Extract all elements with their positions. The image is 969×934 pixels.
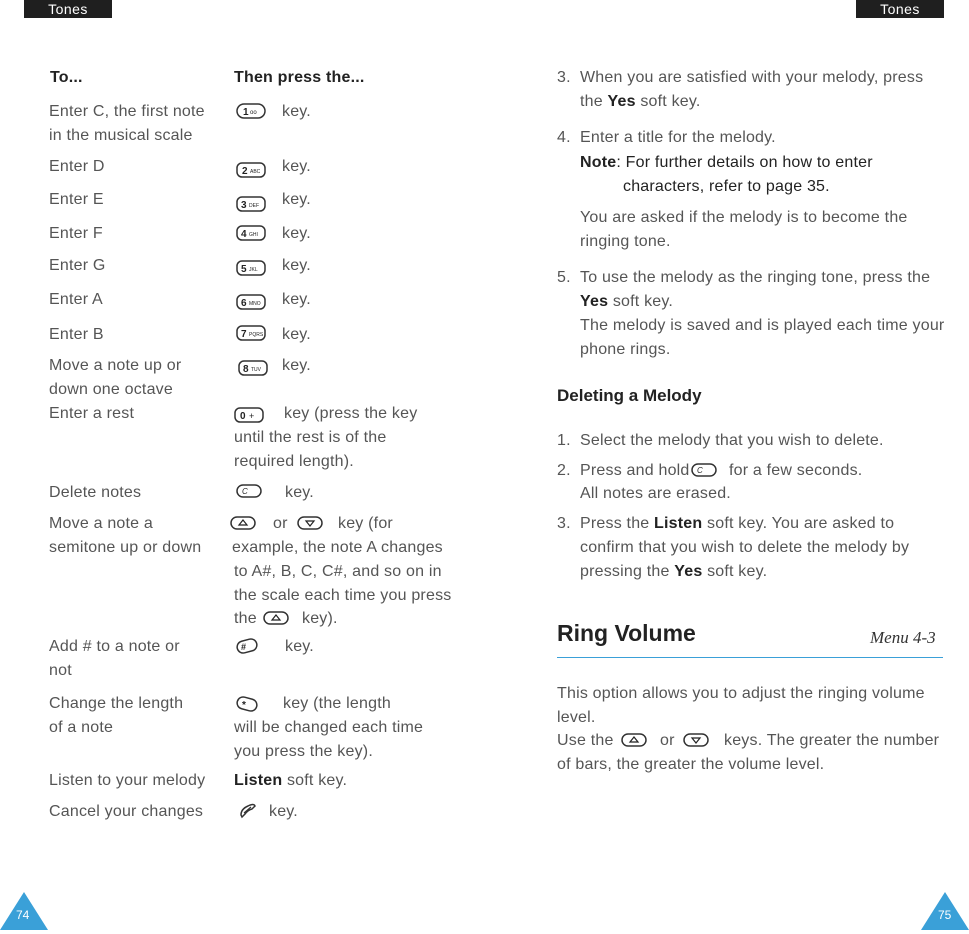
svg-text:C: C: [697, 466, 703, 475]
svg-text:PQRS: PQRS: [249, 332, 264, 338]
svg-text:ABC: ABC: [250, 169, 261, 175]
del-step-2-num: 2.: [557, 462, 571, 479]
row-semitone-key-text: key (for: [338, 515, 393, 532]
svg-text:C: C: [242, 487, 248, 496]
note-line: [580, 151, 873, 175]
step-3-num: 3.: [557, 69, 571, 86]
row-rest-action: Enter a rest: [49, 405, 135, 422]
row-g-key-text: key.: [282, 257, 311, 274]
step-5-text: To use the melody as the ringing tone, press the: [580, 269, 931, 286]
row-b-action: Enter B: [49, 326, 104, 343]
row-octave-action-2: down one octave: [49, 381, 173, 398]
row-cancel-action: Cancel your changes: [49, 803, 204, 820]
row-semitone-key-text-4: the scale each time you press: [234, 587, 452, 604]
row-semitone-key-text-5b: key).: [302, 610, 338, 627]
row-rest-key-text-3: required length).: [234, 453, 354, 470]
row-f-key-text: key.: [282, 225, 311, 242]
key-0-icon: [234, 407, 264, 423]
star-key-icon: [236, 696, 260, 712]
listen-softkey-label-2: Listen: [654, 515, 703, 532]
del-step-1-num: 1.: [557, 432, 571, 449]
key-7-icon: [236, 325, 266, 341]
page-number-left: 74: [16, 908, 30, 922]
step-4-text-d: ringing tone.: [580, 233, 671, 250]
row-octave-key-text: key.: [282, 357, 311, 374]
row-semitone-key-text-2: example, the note A changes: [232, 539, 443, 556]
svg-text:3: 3: [241, 200, 247, 211]
svg-text:oo: oo: [250, 110, 257, 116]
del-step-1-text: Select the melody that you wish to delete.: [580, 432, 884, 449]
row-length-action: Change the length: [49, 695, 184, 712]
step-4-text-c: You are asked if the melody is to become the: [580, 209, 908, 226]
del-step-3-c-pre: pressing the: [580, 563, 670, 580]
row-semitone-action: Move a note a: [49, 515, 153, 532]
svg-text:MNO: MNO: [249, 301, 261, 307]
up-key-icon: [230, 516, 256, 530]
step-4-num: 4.: [557, 129, 571, 146]
step-4-text: Enter a title for the melody.: [580, 129, 776, 146]
step-3-text: When you are satisfied with your melody, press: [580, 69, 924, 86]
del-step-3-c: [580, 560, 767, 584]
row-b-key-text: key.: [282, 326, 311, 343]
row-cancel-key-text: key.: [269, 803, 298, 820]
yes-softkey-label-2: Yes: [580, 293, 609, 310]
key-8-icon: [238, 360, 268, 376]
ring-volume-text-3-post: keys. The greater the number: [724, 732, 940, 749]
svg-text:GHI: GHI: [249, 232, 258, 238]
yes-softkey-label: Yes: [607, 93, 636, 110]
hash-key-icon: [236, 638, 260, 654]
row-d-action: Enter D: [49, 158, 105, 175]
ring-volume-text-4: of bars, the greater the volume level.: [557, 756, 825, 773]
row-sharp-action: Add # to a note or: [49, 638, 180, 655]
key-4-icon: [236, 225, 266, 241]
row-semitone-key-text-5a: the: [234, 610, 257, 627]
svg-text:4: 4: [241, 229, 247, 240]
row-c-key-text: key.: [282, 103, 311, 120]
row-length-key-text-3: you press the key).: [234, 743, 373, 760]
step-3-pre: the: [580, 93, 603, 110]
row-c-action: Enter C, the first note: [49, 103, 205, 120]
svg-text:DEF: DEF: [249, 203, 259, 209]
note-line-2: characters, refer to page 35.: [623, 178, 830, 195]
page-number-left-badge: [0, 892, 48, 930]
row-g-action: Enter G: [49, 257, 106, 274]
down-key-icon-2: [683, 733, 709, 747]
key-6-icon: [236, 294, 266, 310]
row-semitone-key-text-3: to A#, B, C, C#, and so on in: [234, 563, 442, 580]
clear-key-icon-2: [691, 463, 717, 477]
svg-text:7: 7: [241, 329, 247, 340]
ring-volume-heading: Ring Volume: [557, 620, 696, 646]
row-delete-action: Delete notes: [49, 484, 142, 501]
svg-text:JKL: JKL: [249, 267, 258, 273]
row-a-key-text: key.: [282, 291, 311, 308]
key-5-icon: [236, 260, 266, 276]
row-length-key-text-2: will be changed each time: [234, 719, 424, 736]
step-5-text-c: The melody is saved and is played each time your: [580, 317, 945, 334]
row-listen-key-text: [234, 769, 347, 793]
del-step-2-b: All notes are erased.: [580, 485, 731, 502]
menu-reference: Menu 4-3: [870, 628, 936, 647]
svg-text:+: +: [249, 411, 255, 421]
svg-text:#: #: [241, 642, 247, 652]
svg-text:8: 8: [243, 364, 249, 375]
row-delete-key-text: key.: [285, 484, 314, 501]
row-length-action-2: of a note: [49, 719, 114, 736]
page-number-right-badge: [921, 892, 969, 930]
row-sharp-action-2: not: [49, 662, 72, 679]
yes-softkey-label-3: Yes: [674, 563, 703, 580]
svg-text:*: *: [242, 700, 246, 711]
del-step-3-num: 3.: [557, 515, 571, 532]
page-number-right: 75: [938, 908, 952, 922]
note-text: : For further details on how to enter: [616, 154, 873, 171]
end-key-icon: [238, 801, 258, 821]
col-header-to: To...: [50, 69, 83, 86]
header-tab-right: Tones: [856, 0, 944, 18]
note-label: Note: [580, 154, 617, 171]
clear-key-icon: [236, 484, 262, 498]
deleting-melody-heading: Deleting a Melody: [557, 386, 702, 405]
del-step-3-text: [580, 512, 894, 536]
row-e-key-text: key.: [282, 191, 311, 208]
row-f-action: Enter F: [49, 225, 103, 242]
ring-volume-text-3-pre: Use the: [557, 732, 614, 749]
del-step-2-pre: Press and hold: [580, 462, 690, 479]
step-3-post: soft key.: [640, 93, 701, 110]
col-header-then: Then press the...: [234, 69, 365, 86]
svg-text:2: 2: [242, 166, 248, 177]
row-rest-key-text-2: until the rest is of the: [234, 429, 387, 446]
step-3-text-2: [580, 90, 701, 114]
del-step-3-post: soft key. You are asked to: [707, 515, 895, 532]
svg-text:1: 1: [243, 107, 249, 118]
key-2-icon: [236, 162, 266, 178]
del-step-3-pre: Press the: [580, 515, 650, 532]
row-semitone-action-2: semitone up or down: [49, 539, 202, 556]
ring-volume-text: This option allows you to adjust the ringing volume: [557, 685, 925, 702]
step-5-text-2: [580, 290, 673, 314]
row-e-action: Enter E: [49, 191, 104, 208]
svg-text:5: 5: [241, 264, 247, 275]
svg-text:6: 6: [241, 298, 247, 309]
row-d-key-text: key.: [282, 158, 311, 175]
svg-text:TUV: TUV: [251, 367, 261, 373]
row-sharp-key-text: key.: [285, 638, 314, 655]
section-rule: [557, 657, 943, 658]
svg-text:0: 0: [240, 411, 246, 422]
del-step-2-post: for a few seconds.: [729, 462, 863, 479]
row-listen-action: Listen to your melody: [49, 772, 206, 789]
row-semitone-or: or: [273, 515, 288, 532]
key-3-icon: [236, 196, 266, 212]
ring-volume-or: or: [660, 732, 675, 749]
del-step-3-b: confirm that you wish to delete the melody by: [580, 539, 910, 556]
row-a-action: Enter A: [49, 291, 103, 308]
row-c-action-2: in the musical scale: [49, 127, 193, 144]
row-octave-action: Move a note up or: [49, 357, 182, 374]
header-tab-left: Tones: [24, 0, 112, 18]
del-step-3-c-post: soft key.: [707, 563, 768, 580]
ring-volume-text-2: level.: [557, 709, 596, 726]
step-5-text-d: phone rings.: [580, 341, 671, 358]
listen-softkey-label: Listen: [234, 772, 283, 789]
row-rest-key-text: key (press the key: [284, 405, 418, 422]
listen-softkey-rest: soft key.: [286, 772, 348, 789]
row-length-key-text: key (the length: [283, 695, 391, 712]
up-key-icon-3: [621, 733, 647, 747]
step-5-num: 5.: [557, 269, 571, 286]
step-5-post: soft key.: [612, 293, 674, 310]
down-key-icon: [297, 516, 323, 530]
key-1-icon: [236, 103, 266, 119]
up-key-icon-2: [263, 611, 289, 625]
